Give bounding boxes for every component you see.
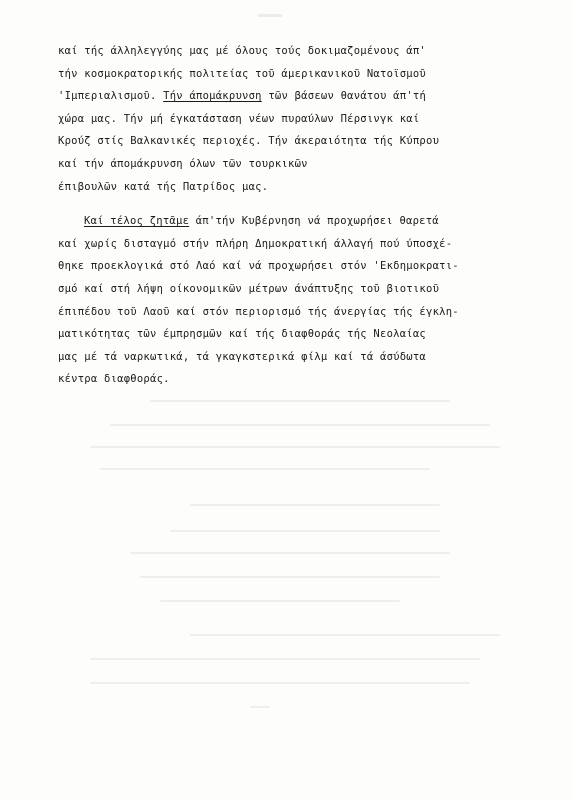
- bleed-line: [190, 634, 500, 636]
- paragraph-1: [58, 40, 518, 198]
- text-line: [58, 210, 518, 233]
- bleed-line: [130, 552, 450, 554]
- bleed-line: [90, 658, 480, 660]
- bleed-line: [100, 468, 430, 470]
- text-line: ματικότητας τῶν έμπρησμῶν καί τής διαφθοράς τής Νεολαίας: [58, 328, 427, 341]
- text-line: κέντρα διαφθοράς.: [58, 373, 170, 386]
- bleed-line: [140, 576, 440, 578]
- bleed-line: [170, 530, 440, 532]
- text-line: έπιπέδου τοῦ Λαοῦ καί στόν περιορισμό τής άνεργίας τής έγκλη-: [58, 305, 459, 318]
- text-line: τήν κοσμοκρατορικής πολιτείας τοῦ άμερικανικοῦ Νατοϊσμοῦ: [58, 67, 427, 80]
- document-body: [58, 40, 518, 391]
- text-line: μας μέ τά ναρκωτικά, τά γκαγκστερικά φίλμ καί τά άσύδωτα: [58, 350, 427, 363]
- text-line: καί χωρίς δισταγμό στήν πλήρη Δημοκρατική άλλαγή πού ύποσχέ-: [58, 237, 453, 250]
- underlined-phrase: Τήν άπομάκρυνση: [163, 90, 262, 103]
- page-number-bleed: [258, 14, 282, 17]
- paragraph-2: [58, 210, 518, 391]
- text-line: Κρούζ στίς Βαλκανικές περιοχές. Τήν άκεραιότητα τής Κύπρου: [58, 135, 440, 148]
- text-line: έπιβουλῶν κατά τής Πατρίδος μας.: [58, 180, 269, 193]
- text-line: καί τής άλληλεγγύης μας μέ όλους τούς δοκιμαζομένους άπ': [58, 45, 427, 57]
- text-line: θηκε προεκλογικά στό Λαό καί νά προχωρήσει στόν 'Εκδημοκρατι-: [58, 260, 459, 273]
- reverse-side-bleed-through: [70, 380, 530, 740]
- text-line: σμό καί στή λήψη οίκονομικῶν μέτρων άνάπτυξης τοῦ βιοτικοῦ: [58, 282, 440, 295]
- bleed-line: [160, 600, 400, 602]
- bleed-line: [110, 424, 490, 426]
- text-line: χώρα μας. Τήν μή έγκατάσταση νέων πυραύλων Πέρσινγκ καί: [58, 112, 420, 125]
- text-line: καί τήν άπομάκρυνση όλων τῶν τουρκικῶν: [58, 157, 308, 170]
- bleed-line: [90, 446, 500, 448]
- underlined-phrase: Καί τέλος ζητᾶμε: [84, 215, 190, 228]
- bleed-line: [90, 682, 470, 684]
- bleed-line: [190, 504, 440, 506]
- bleed-line: [250, 706, 270, 708]
- text-segment: άπ'τήν Κυβέρνηση νά προχωρήσει θαρετά: [195, 215, 439, 228]
- text-line: [58, 85, 518, 108]
- text-segment: τῶν βάσεων θανάτου άπ'τή: [268, 90, 427, 103]
- bleed-line: [150, 400, 450, 402]
- text-segment: 'Ιμπεριαλισμοῦ.: [58, 90, 157, 103]
